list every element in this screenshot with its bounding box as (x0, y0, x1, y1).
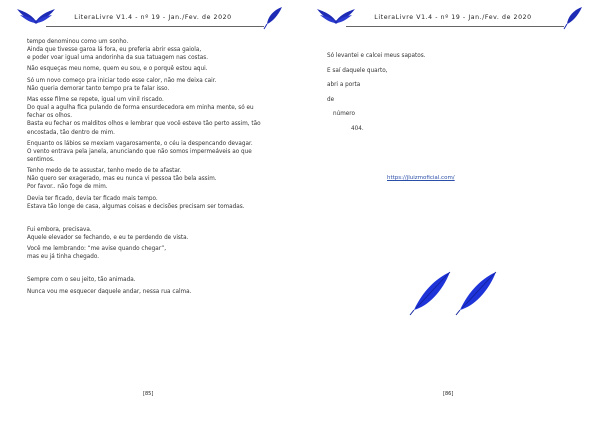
text-line: mas eu já tinha chegado. (27, 254, 100, 261)
text-line: Do qual a agulha fica pulando de forma ensurdecedora em minha mente, só eu (27, 105, 254, 112)
text-line: Não queria demorar tanto tempo pra te falar isso. (27, 85, 170, 92)
text-line: Aquele elevador se fechando, e eu te perdendo de vista. (27, 235, 189, 241)
text-line: e poder voar igual uma andorinha da sua tatuagem nas costas. (27, 55, 209, 62)
text-line: Tenho medo de te assustar, tenho medo de te afastar. (27, 168, 182, 175)
winged-logo-icon (16, 7, 56, 27)
text-line: Por favor.. não foge de mim. (27, 184, 108, 191)
text-line: Estava tão longe de casa, algumas coisas e decisões precisam ser tomadas. (27, 203, 245, 210)
right-page (300, 0, 600, 424)
author-link[interactable]: https://jluizmoficial.com/ (387, 175, 455, 181)
page-number: [86] (443, 391, 454, 397)
header-title: LiteraLivre V1.4 - nº 19 - Jan./Fev. de 2020 (374, 14, 532, 21)
body-text (327, 49, 426, 137)
text-line: Só levantei e calcei meus sapatos. (327, 53, 426, 59)
header-title: LiteraLivre V1.4 - nº 19 - Jan./Fev. de 2020 (74, 14, 232, 21)
text-line: tempo denominou como um sonho. (27, 39, 129, 45)
text-line: Nunca vou me esquecer daquele andar, nessa rua calma. (27, 288, 192, 295)
page-header (310, 4, 588, 30)
text-line: Devia ter ficado, devia ter ficado mais tempo. (27, 195, 158, 202)
page-header (10, 4, 288, 30)
text-line: encostada, tão dentro de mim. (27, 129, 115, 136)
text-line: Sempre com o seu jeito, tão animada. (27, 277, 136, 284)
text-line: de (327, 96, 335, 103)
body-text (27, 38, 261, 296)
text-line: Você me lembrando: “me avise quando chegar”, (27, 246, 167, 253)
text-line: E saí daquele quarto, (327, 67, 388, 74)
feather-icon (408, 270, 500, 316)
text-line: Só um novo começo pra iniciar todo esse calor, não me deixa cair. (27, 77, 217, 84)
text-line: sentimos. (27, 156, 55, 163)
text-line: O vento entrava pela janela, anunciando que não somos impermeáveis ao que (27, 148, 252, 155)
text-line: abri a porta (327, 82, 361, 89)
text-line: Enquanto os lábios se mexiam vagarosamente, o céu ia despencando devagar. (27, 140, 253, 147)
header-rule (46, 26, 264, 27)
text-line: Basta eu fechar os malditos olhos e lembrar que você esteve tão perto assim, tão (27, 121, 261, 128)
header-rule (346, 26, 564, 27)
winged-logo-icon (316, 7, 356, 27)
text-line: número (333, 111, 355, 118)
text-line: fechar os olhos. (27, 113, 73, 120)
text-line: Não quero ser exagerado, mas eu nunca vi pessoa tão bela assim. (27, 176, 217, 183)
quill-icon (562, 6, 584, 30)
quill-icon (262, 6, 284, 30)
text-line: Ainda que tivesse garoa lá fora, eu preferia abrir essa gaiola, (27, 47, 202, 54)
text-line: 404. (351, 125, 364, 132)
page-number: [85] (143, 391, 154, 397)
text-line: Fui embora, precisava. (27, 226, 92, 233)
text-line: Não esqueças meu nome, quem eu sou, e o porquê estou aqui. (27, 66, 208, 73)
text-line: Mas esse filme se repete, igual um vinil riscado. (27, 97, 164, 104)
